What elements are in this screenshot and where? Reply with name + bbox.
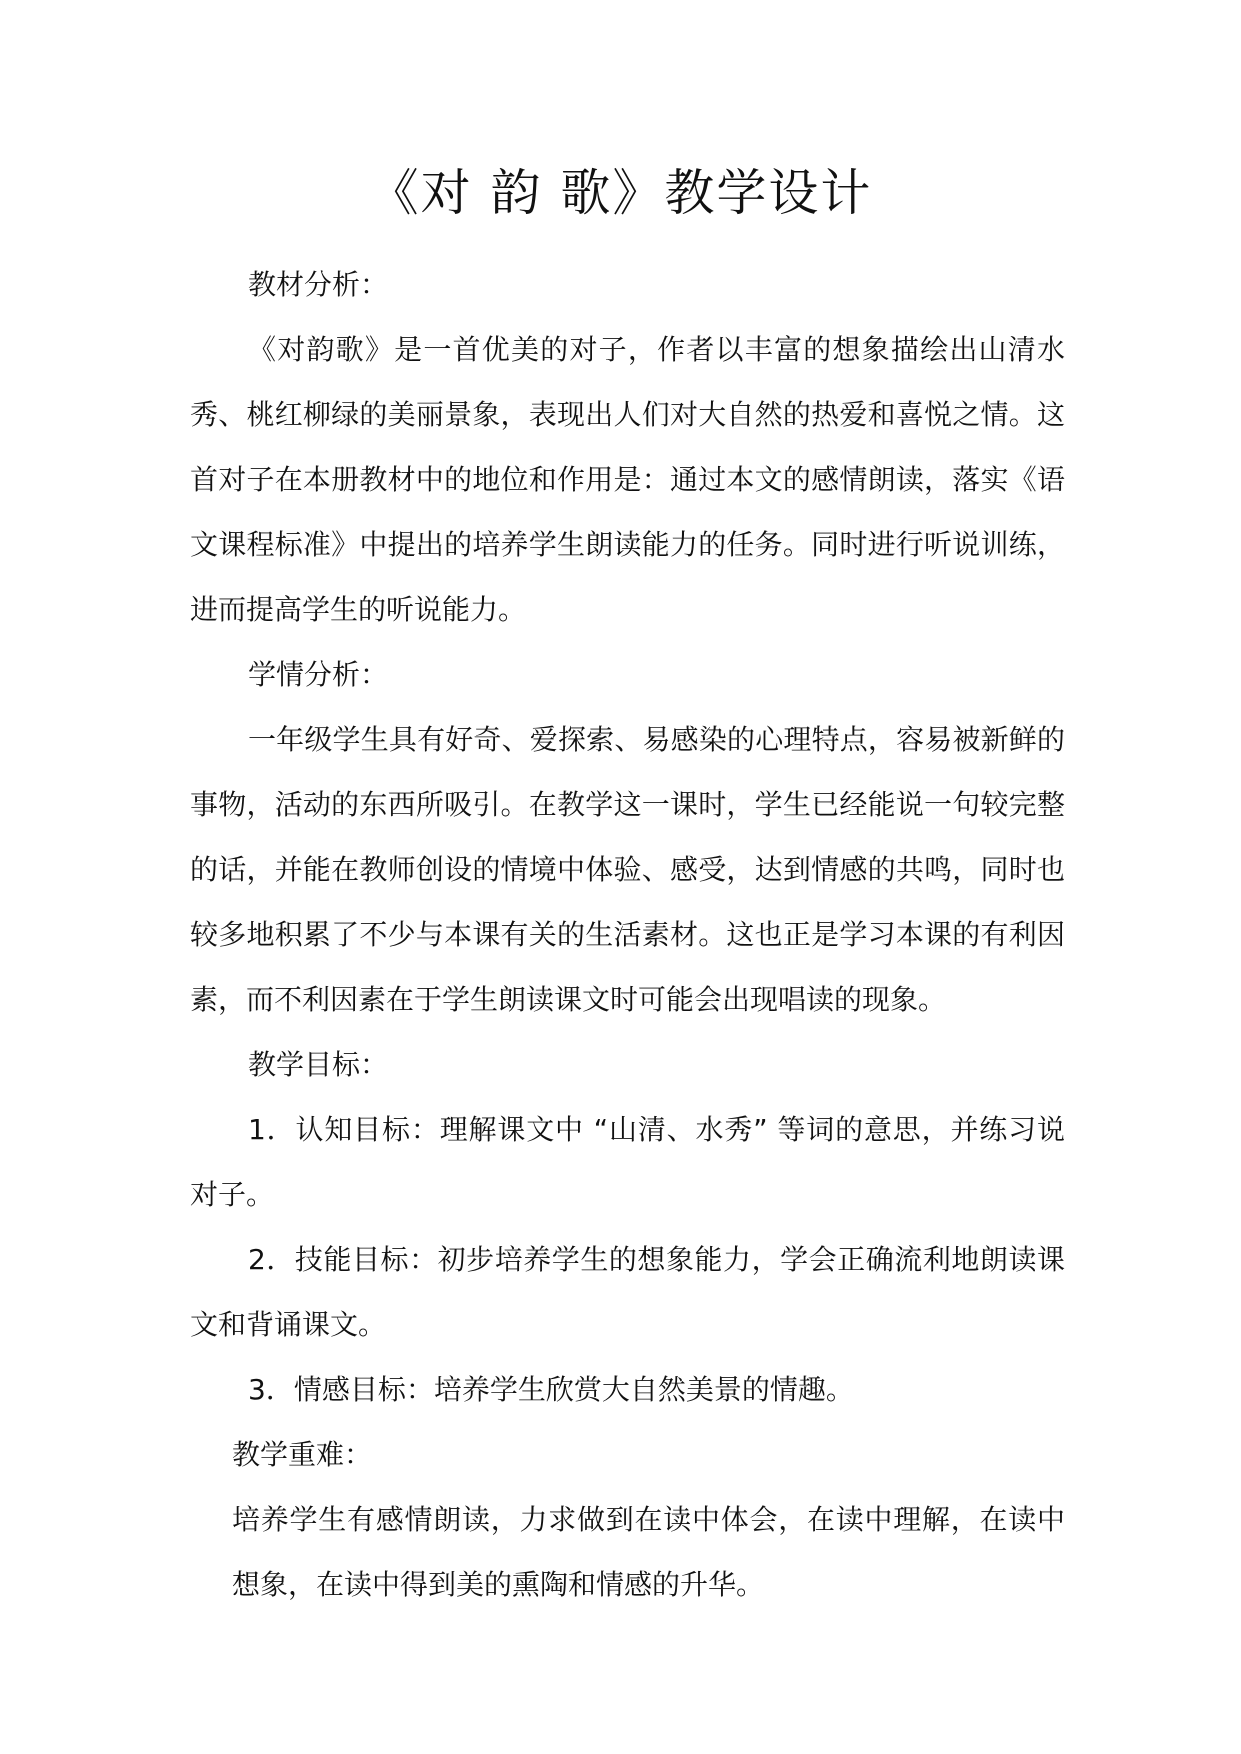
section-heading-material-analysis: 教材分析： [248,268,389,301]
paragraph-student-analysis: 一年级学生具有好奇、爱探索、易感染的心理特点，容易被新鲜的事物，活动的东西所吸引。在教学这一课时，学生已经能说一句较完整的话，并能在教师创设的情境中体验、感受，达到情感的共鸣，同时也较多地积累了不少与本课有关的生活素材。这也正是学习本课的有利因素，而不利因素在于学生朗读课文时可能会出现唱读的现象。 [190,723,1065,1016]
goal-item-emotion: 3．情感目标：培养学生欣赏大自然美景的情趣。 [248,1373,854,1406]
paragraph-key-difficulties: 培养学生有感情朗读，力求做到在读中体会，在读中理解，在读中想象，在读中得到美的熏陶和情感的升华。 [232,1503,1065,1601]
paragraph-material-analysis: 《对韵歌》是一首优美的对子，作者以丰富的想象描绘出山清水秀、桃红柳绿的美丽景象，表现出人们对大自然的热爱和喜悦之情。这首对子在本册教材中的地位和作用是：通过本文的感情朗读，落实《语文课程标准》中提出的培养学生朗读能力的任务。同时进行听说训练，进而提高学生的听说能力。 [190,333,1065,626]
section-heading-teaching-goals: 教学目标： [248,1048,389,1081]
goal-item-cognitive: 1．认知目标：理解课文中 “山清、水秀” 等词的意思，并练习说对子。 [190,1113,1065,1211]
document-body [190,252,1065,1617]
section-heading-student-analysis: 学情分析： [248,658,389,691]
section-heading-key-difficulties: 教学重难： [232,1438,373,1471]
document-title: 《对 韵 歌》教学设计 [368,164,873,222]
goal-item-skill: 2．技能目标：初步培养学生的想象能力，学会正确流利地朗读课文和背诵课文。 [190,1243,1065,1341]
